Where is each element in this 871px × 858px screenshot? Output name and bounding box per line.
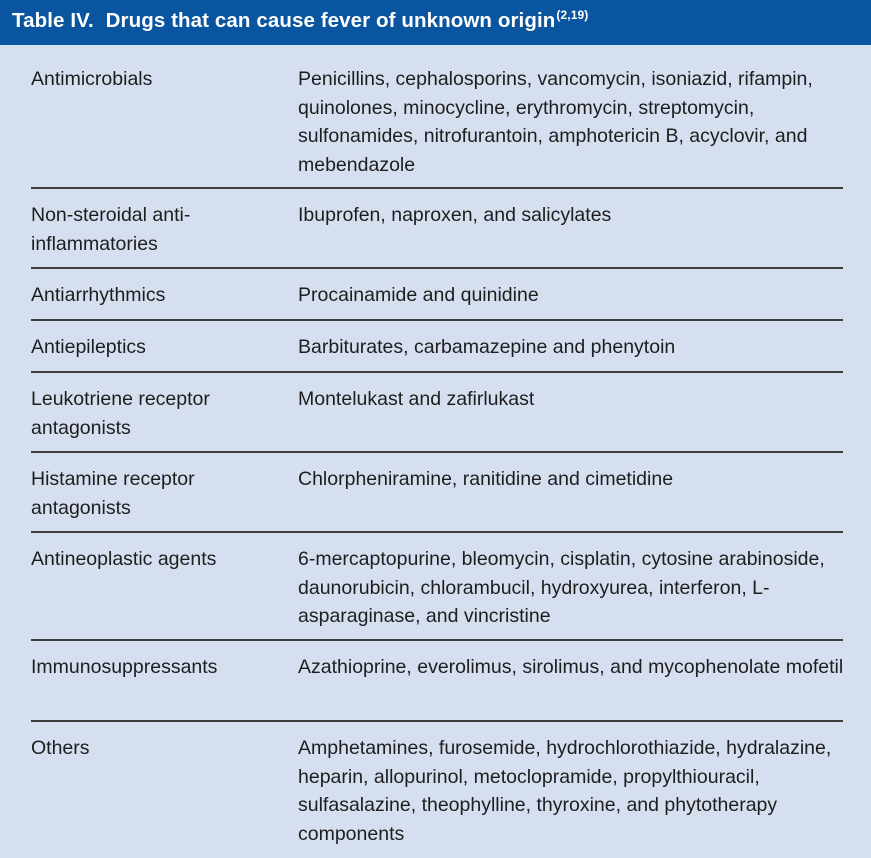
row-category: Antimicrobials (31, 68, 153, 90)
row-divider (31, 267, 843, 269)
row-divider (31, 187, 843, 189)
table-title: Drugs that can cause fever of unknown origin (105, 9, 556, 32)
row-drugs: Penicillins, cephalosporins, vancomycin, isoniazid, rifampin, quinolones, minocycline, erythromycin, streptomycin, sulfonamides, nitrofurantoin, amphotericin B, acyclovir, and mebendazole (298, 68, 813, 176)
row-drugs: Azathioprine, everolimus, sirolimus, and mycophenolate mofetil (298, 656, 844, 678)
table-references: (2,19) (556, 8, 589, 22)
row-divider (31, 639, 843, 641)
row-drugs: Barbiturates, carbamazepine and phenytoin (298, 336, 676, 358)
row-drugs: Chlorpheniramine, ranitidine and cimetidine (298, 468, 674, 490)
row-divider (31, 531, 843, 533)
row-divider (31, 720, 843, 722)
row-category: Histamine receptor antagonists (31, 468, 195, 519)
row-drugs: 6-mercaptopurine, bleomycin, cisplatin, cytosine arabinoside, daunorubicin, chlorambucil, hydroxyurea, interferon, L-asparaginase, and vincristine (298, 548, 825, 627)
row-category: Non-steroidal anti-inflammatories (31, 204, 191, 255)
row-drugs: Procainamide and quinidine (298, 284, 539, 306)
row-drugs: Ibuprofen, naproxen, and salicylates (298, 204, 612, 226)
row-drugs: Montelukast and zafirlukast (298, 388, 535, 410)
row-divider (31, 319, 843, 321)
row-drugs: Amphetamines, furosemide, hydrochlorothiazide, hydralazine, heparin, allopurinol, metoclopramide, propylthiouracil, sulfasalazine, theophylline, thyroxine, and phytotherapy components (298, 737, 832, 845)
row-divider (31, 371, 843, 373)
row-category: Antineoplastic agents (31, 548, 217, 570)
row-category: Antiarrhythmics (31, 284, 166, 306)
row-category: Antiepileptics (31, 336, 146, 358)
table-label: Table IV. (12, 9, 94, 32)
row-category: Immunosuppressants (31, 656, 218, 678)
row-divider (31, 451, 843, 453)
table-header (0, 0, 871, 45)
row-category: Leukotriene receptor antagonists (31, 388, 210, 439)
row-category: Others (31, 737, 90, 759)
